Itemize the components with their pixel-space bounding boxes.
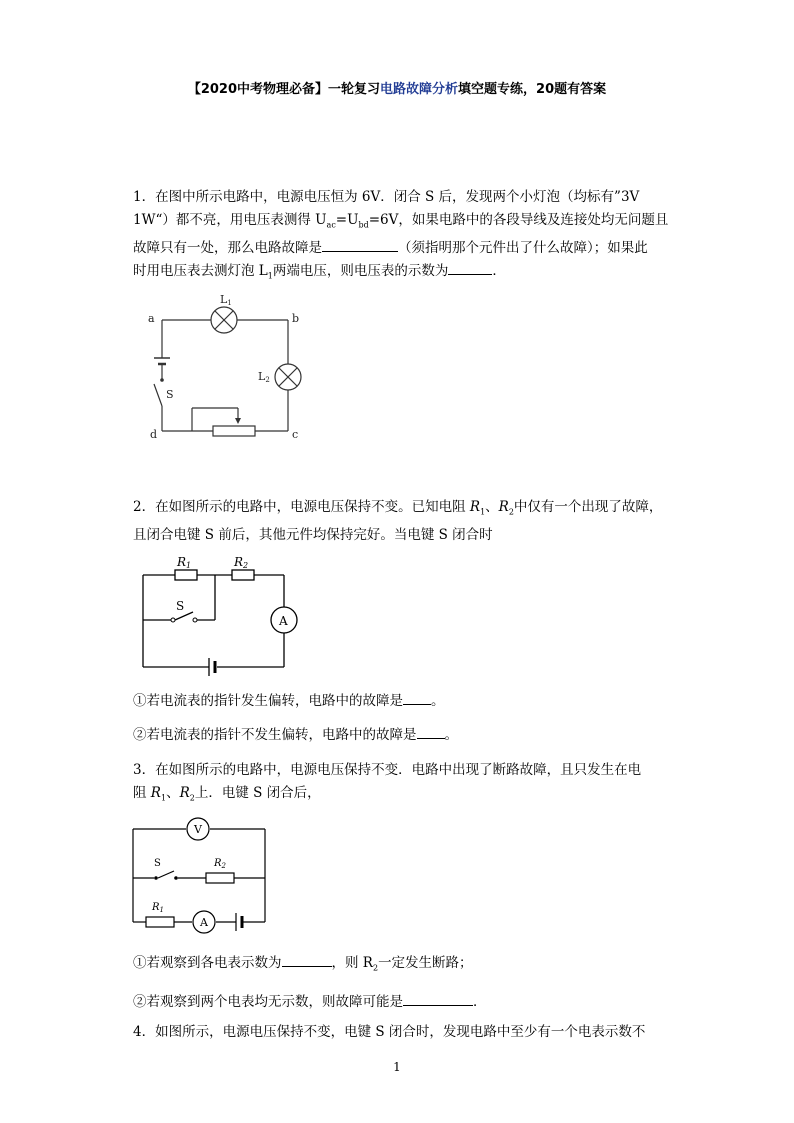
q4-line-1: 4．如图所示，电源电压保持不变，电键 S 闭合时，发现电路中至少有一个电表示数不 xyxy=(133,1024,646,1040)
q1-line-1: 1．在图中所示电路中，电源电压恒为 6V．闭合 S 后，发现两个小灯泡（均标有”3V xyxy=(133,189,640,205)
node-label-b: b xyxy=(292,312,300,325)
resistor-label-r2: R2 xyxy=(234,555,249,570)
voltmeter-icon: V xyxy=(194,823,202,836)
q2-answers xyxy=(133,690,673,747)
circuit-diagram-1 xyxy=(140,290,310,450)
answer-blank-q3-2[interactable] xyxy=(403,991,473,1006)
lamp-label-l2: L2 xyxy=(258,370,270,384)
q3-line-2: 阻 $R_1$、$R_2$上．电键 S 闭合后， xyxy=(133,785,321,803)
node-label-d: d xyxy=(150,428,158,441)
q3-answers xyxy=(133,952,673,1014)
resistor-label-r2: $R_2$ xyxy=(214,858,226,870)
node-label-c: c xyxy=(292,428,299,441)
title-suffix: 填空题专练，20题有答案 xyxy=(458,82,607,97)
resistor-label-r1: R1 xyxy=(177,555,192,570)
question-1 xyxy=(133,186,673,287)
ammeter-icon: A xyxy=(200,916,208,929)
question-4 xyxy=(133,1021,673,1044)
switch-label-s: S xyxy=(176,599,185,613)
q2-answer-2: ②若电流表的指针不发生偏转，电路中的故障是 。 xyxy=(133,724,673,747)
question-3 xyxy=(133,759,673,810)
circuit-diagram-2 xyxy=(135,550,295,675)
switch-label-s: S xyxy=(154,858,161,869)
answer-blank-q3-1[interactable] xyxy=(282,952,332,967)
q2-line-1: 2．在如图所示的电路中，电源电压保持不变。已知电阻 $R_1$、$R_2$中仅有一个出现了故障， xyxy=(133,499,663,517)
question-2 xyxy=(133,496,673,547)
q2-answer-1: ①若电流表的指针发生偏转，电路中的故障是 。 xyxy=(133,690,673,713)
circuit-diagram-3 xyxy=(130,816,270,936)
resistor-label-r1: $R_1$ xyxy=(152,902,164,914)
lamp-label-l1: L1 xyxy=(220,293,232,307)
q3-answer-2: ②若观察到两个电表均无示数，则故障可能是 ． xyxy=(133,991,673,1014)
title-highlight: 电路故障分析 xyxy=(380,82,459,97)
q1-line-2: 1W“）都不亮，用电压表测得 $U_{ac}=U_{bd}=6V$，如果电路中的各段导线及连接处均无问题且 xyxy=(133,212,669,230)
q3-answer-1: ①若观察到各电表示数为 ，则 $R_2$一定发生断路； xyxy=(133,952,673,980)
document-title xyxy=(0,78,794,97)
q2-line-2: 且闭合电键 S 前后，其他元件均保持完好。当电键 S 闭合时 xyxy=(133,526,493,543)
answer-blank-q1-1[interactable] xyxy=(322,237,398,252)
ammeter-icon: A xyxy=(279,614,288,628)
page-number: 1 xyxy=(393,1060,401,1074)
node-label-a: a xyxy=(148,312,155,325)
q1-line-3: 故障只有一处，那么电路故障是 （须指明那个元件出了什么故障）；如果此 xyxy=(133,237,673,260)
q1-line-4: 时用电压表去测灯泡 $L_1$两端电压，则电压表的示数为 ． xyxy=(133,260,673,288)
answer-blank-q2-1[interactable] xyxy=(403,690,431,705)
q3-line-1: 3．在如图所示的电路中，电源电压保持不变．电路中出现了断路故障，且只发生在电 xyxy=(133,762,642,778)
answer-blank-q1-2[interactable] xyxy=(448,260,492,275)
answer-blank-q2-2[interactable] xyxy=(417,724,445,739)
title-prefix: 【2020中考物理必备】一轮复习 xyxy=(187,82,381,97)
switch-label-s: S xyxy=(166,388,174,401)
